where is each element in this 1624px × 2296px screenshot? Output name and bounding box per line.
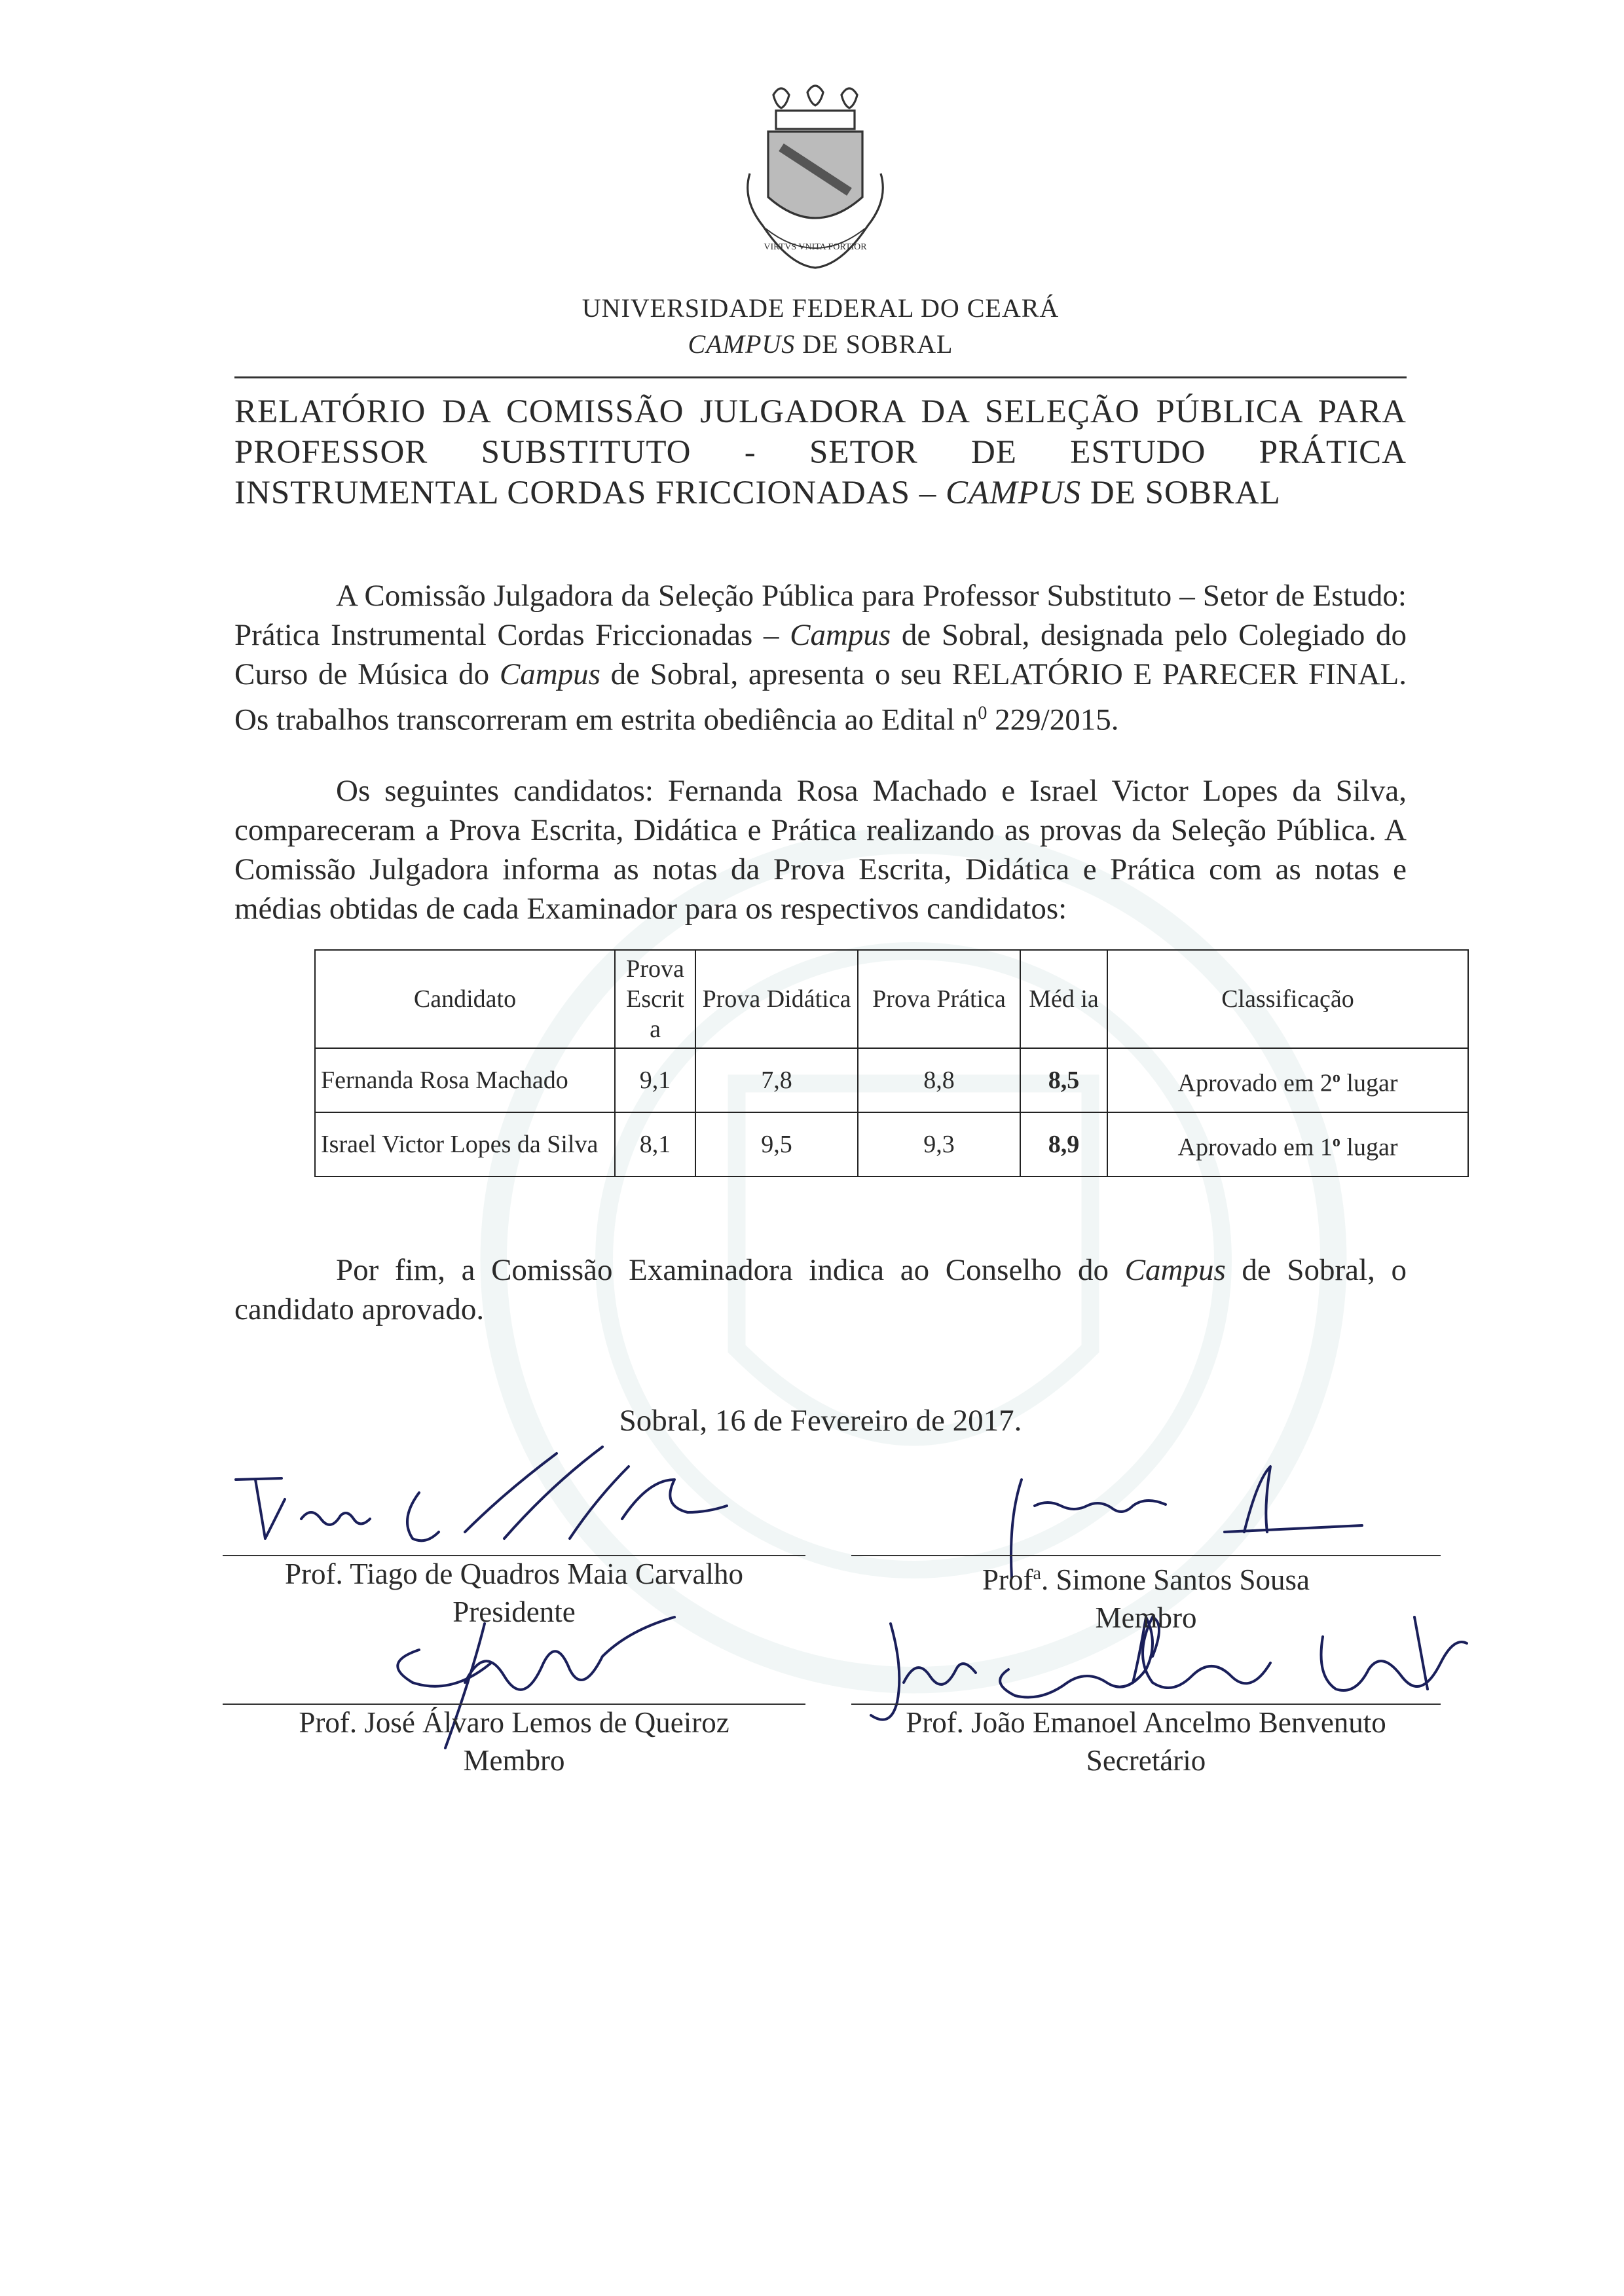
paragraph-conclusion: Por fim, a Comissão Examinadora indica ao Conselho do Campus de Sobral, o candidato aprovado. (234, 1253, 1407, 1326)
svg-text:VIRTVS VNITA FORTIOR: VIRTVS VNITA FORTIOR (764, 242, 867, 252)
score-escrita: 9,1 (615, 1048, 695, 1112)
table-row (315, 1112, 1468, 1176)
signature-president: Prof. Tiago de Quadros Maia Carvalho Presidente (285, 1558, 743, 1628)
signature-scrawl-president (229, 1440, 819, 1571)
score-media: 8,9 (1020, 1112, 1107, 1176)
score-didatica: 9,5 (695, 1112, 858, 1176)
header-prova-didatica: Prova Didática (695, 950, 858, 1048)
signature-simone: Prof$^a$. Simone Santos Sousa Membro (982, 1563, 1310, 1634)
header-classificacao: Classificação (1107, 950, 1468, 1048)
score-didatica: 7,8 (695, 1048, 858, 1112)
score-pratica: 9,3 (858, 1112, 1020, 1176)
classification: Aprovado em 2$^o$ lugar (1107, 1048, 1468, 1112)
candidate-name: Fernanda Rosa Machado (315, 1048, 615, 1112)
header-prova-escrita: Prova Escrit a (615, 950, 695, 1048)
results-table (314, 949, 1469, 1177)
paragraph-intro: A Comissão Julgadora da Seleção Pública para Professor Substituto – Setor de Estudo: Prática Instrumental Cordas Friccionadas – Campus de Sobral, designada pelo Colegiado do Curso de Música do Campus de Sobral, apresenta o seu RELATÓRIO E PARECER FINAL. Os trabalhos transcorreram em estrita obediência ao Edital $n^0$ 229/2015. (234, 579, 1407, 737)
header-candidato: Candidato (315, 950, 615, 1048)
candidate-name: Israel Victor Lopes da Silva (315, 1112, 615, 1176)
score-pratica: 8,8 (858, 1048, 1020, 1112)
header-rule (234, 376, 1407, 378)
signature-joao: Prof. João Emanoel Ancelmo Benvenuto Secretário (906, 1706, 1386, 1777)
header-media: Méd ia (1020, 950, 1107, 1048)
header-prova-pratica: Prova Prática (858, 950, 1020, 1048)
document-date: Sobral, 16 de Fevereiro de 2017. (619, 1404, 1022, 1438)
university-seal (737, 82, 894, 278)
score-escrita: 8,1 (615, 1112, 695, 1176)
signature-jose: Prof. José Álvaro Lemos de Queiroz Membro (299, 1706, 729, 1777)
campus-name: CAMPUS DE SOBRAL (688, 329, 953, 359)
document-title: RELATÓRIO DA COMISSÃO JULGADORA DA SELEÇÃO PÚBLICA PARA PROFESSOR SUBSTITUTO - SETOR DE ESTUDO PRÁTICA INSTRUMENTAL CORDAS FRICCIONADAS – CAMPUS DE SOBRAL (234, 393, 1407, 511)
classification: Aprovado em 1$^o$ lugar (1107, 1112, 1468, 1176)
table-header-row (315, 950, 1468, 1048)
table-row (315, 1048, 1468, 1112)
paragraph-candidates: Os seguintes candidatos: Fernanda Rosa Machado e Israel Victor Lopes da Silva, compareceram a Prova Escrita, Didática e Prática realizando as provas da Seleção Pública. A Comissão Julgadora informa as notas da Prova Escrita, Didática e Prática com as notas e médias obtidas de cada Examinador para os respectivos candidatos: (234, 774, 1407, 926)
score-media: 8,5 (1020, 1048, 1107, 1112)
university-name: UNIVERSIDADE FEDERAL DO CEARÁ (581, 293, 1060, 323)
